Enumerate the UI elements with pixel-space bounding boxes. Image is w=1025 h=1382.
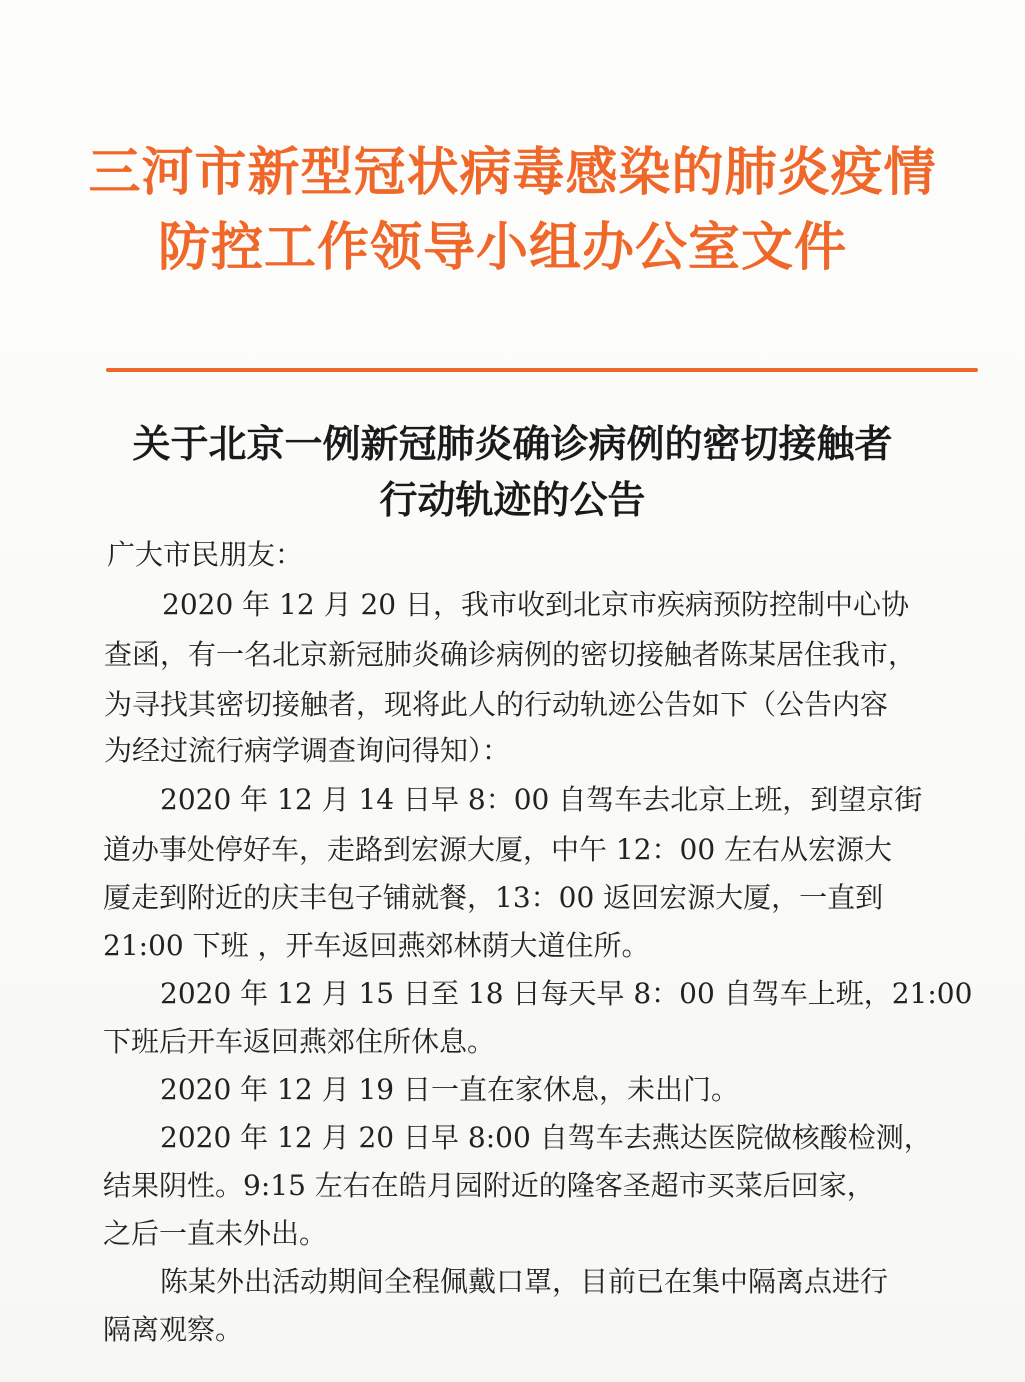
- body-line: 为经过流行病学调查询问得知）：: [104, 734, 511, 767]
- body-line: 厦走到附近的庆丰包子铺就餐，13：00 返回宏源大厦，一直到: [103, 881, 884, 914]
- header-divider: [106, 368, 978, 372]
- body-line: 查函，有一名北京新冠肺炎确诊病例的密切接触者陈某居住我市，: [104, 638, 917, 671]
- header-line-1: 三河市新型冠状病毒感染的肺炎疫情: [88, 143, 937, 203]
- body-line: 下班后开车返回燕郊住所休息。: [103, 1025, 496, 1058]
- body-line: 2020 年 12 月 15 日至 18 日每天早 8：00 自驾车上班，21:00: [160, 977, 973, 1010]
- body-line: 2020 年 12 月 14 日早 8：00 自驾车去北京上班，到望京街: [160, 783, 923, 816]
- body-line: 2020 年 12 月 20 日早 8:00 自驾车去燕达医院做核酸检测，: [160, 1121, 932, 1154]
- body-line: 隔离观察。: [103, 1313, 244, 1346]
- salutation: 广大市民朋友：: [107, 538, 304, 571]
- body-line: 2020 年 12 月 19 日一直在家休息，未出门。: [160, 1073, 740, 1106]
- body-line: 陈某外出活动期间全程佩戴口罩，目前已在集中隔离点进行: [160, 1265, 889, 1298]
- body-line: 道办事处停好车，走路到宏源大厦，中午 12：00 左右从宏源大: [103, 833, 893, 866]
- notice-title-line-2: 行动轨迹的公告: [379, 478, 646, 522]
- header-line-2: 防控工作领导小组办公室文件: [157, 218, 847, 278]
- notice-title-line-1: 关于北京一例新冠肺炎确诊病例的密切接触者: [132, 422, 893, 466]
- body-line: 之后一直未外出。: [103, 1217, 328, 1250]
- body-line: 为寻找其密切接触者，现将此人的行动轨迹公告如下（公告内容: [104, 688, 889, 721]
- body-line: 2020 年 12 月 20 日，我市收到北京市疾病预防控制中心协: [162, 588, 910, 621]
- body-line: 21:00 下班 ，开车返回燕郊林荫大道住所。: [103, 929, 650, 962]
- body-line: 结果阴性。9:15 左右在皓月园附近的隆客圣超市买菜后回家，: [103, 1169, 875, 1202]
